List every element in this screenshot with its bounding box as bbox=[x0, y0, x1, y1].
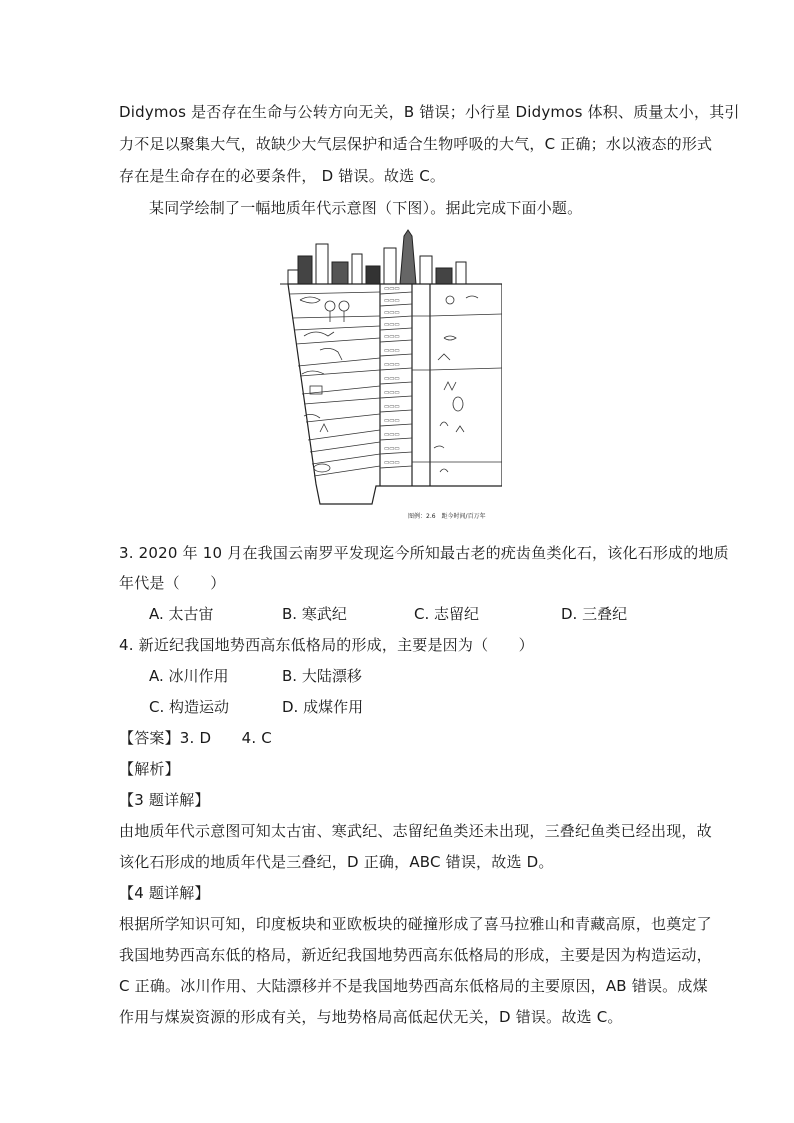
svg-text:▭▭▭: ▭▭▭ bbox=[384, 418, 400, 424]
question-4-detail-line-1: 根据所学知识可知，印度板块和亚欧板块的碰撞形成了喜马拉雅山和青藏高原，也奠定了 bbox=[119, 915, 712, 933]
city-skyline-drawing bbox=[280, 230, 502, 284]
intro-paragraph: 某同学绘制了一幅地质年代示意图（下图）。据此完成下面小题。 bbox=[149, 199, 583, 217]
question-3-stem-1: 3. 2020 年 10 月在我国云南罗平发现迄今所知最古老的疣齿鱼类化石，该化石形成的地质 bbox=[119, 544, 729, 562]
svg-text:▭▭▭: ▭▭▭ bbox=[384, 310, 400, 316]
svg-text:▭▭▭: ▭▭▭ bbox=[384, 390, 400, 396]
svg-text:▭▭▭: ▭▭▭ bbox=[384, 376, 400, 382]
question-3-stem-2: 年代是（ ） bbox=[119, 574, 226, 592]
question-4-stem: 4. 新近纪我国地势西高东低格局的形成，主要是因为（ ） bbox=[119, 636, 534, 654]
svg-text:▭▭▭: ▭▭▭ bbox=[384, 404, 400, 410]
svg-text:▭▭▭: ▭▭▭ bbox=[384, 432, 400, 438]
figure-legend: 图例：2.6 距今时间/百万年 bbox=[408, 513, 486, 520]
question-3-option-c: C. 志留纪 bbox=[414, 605, 480, 623]
question-3-detail-line-1: 由地质年代示意图可知太古宙、寒武纪、志留纪鱼类还未出现，三叠纪鱼类已经出现，故 bbox=[119, 822, 712, 840]
geologic-time-figure bbox=[280, 226, 502, 526]
svg-text:▭▭▭: ▭▭▭ bbox=[384, 446, 400, 452]
question-4-option-b: B. 大陆漂移 bbox=[282, 667, 362, 685]
answer-line: 【答案】3. D 4. C bbox=[119, 729, 272, 747]
question-4-detail-label: 【4 题详解】 bbox=[119, 884, 210, 902]
question-3-option-a: A. 太古宙 bbox=[149, 605, 214, 623]
question-3-option-d: D. 三叠纪 bbox=[561, 605, 628, 623]
prev-answer-line-3: 存在是生命存在的必要条件， D 错误。故选 C。 bbox=[119, 167, 446, 185]
question-4-detail-line-4: 作用与煤炭资源的形成有关，与地势格局高低起伏无关，D 错误。故选 C。 bbox=[119, 1008, 623, 1026]
question-3-option-b: B. 寒武纪 bbox=[282, 605, 347, 623]
question-4-option-a: A. 冰川作用 bbox=[149, 667, 229, 685]
svg-text:▭▭▭: ▭▭▭ bbox=[384, 286, 400, 292]
question-3-detail-line-2: 该化石形成的地质年代是三叠纪，D 正确，ABC 错误，故选 D。 bbox=[119, 853, 554, 871]
question-4-option-c: C. 构造运动 bbox=[149, 698, 230, 716]
question-4-detail-line-2: 我国地势西高东低的格局，新近纪我国地势西高东低格局的形成，主要是因为构造运动， bbox=[119, 946, 712, 964]
svg-text:▭▭▭: ▭▭▭ bbox=[384, 298, 400, 304]
question-4-detail-line-3: C 正确。冰川作用、大陆漂移并不是我国地势西高东低格局的主要原因，AB 错误。成煤 bbox=[119, 977, 708, 995]
svg-text:▭▭▭: ▭▭▭ bbox=[384, 334, 400, 340]
question-3-detail-label: 【3 题详解】 bbox=[119, 791, 210, 809]
svg-text:▭▭▭: ▭▭▭ bbox=[384, 460, 400, 466]
svg-text:▭▭▭: ▭▭▭ bbox=[384, 348, 400, 354]
analysis-label: 【解析】 bbox=[119, 760, 180, 778]
svg-text:▭▭▭: ▭▭▭ bbox=[384, 322, 400, 328]
prev-answer-line-2: 力不足以聚集大气，故缺少大气层保护和适合生物呼吸的大气，C 正确；水以液态的形式 bbox=[119, 135, 713, 153]
question-4-option-d: D. 成煤作用 bbox=[282, 698, 364, 716]
geologic-time-drawing bbox=[280, 226, 502, 526]
svg-text:▭▭▭: ▭▭▭ bbox=[384, 362, 400, 368]
prev-answer-line-1: Didymos 是否存在生命与公转方向无关，B 错误；小行星 Didymos 体积、质量太小，其引 bbox=[119, 103, 740, 121]
